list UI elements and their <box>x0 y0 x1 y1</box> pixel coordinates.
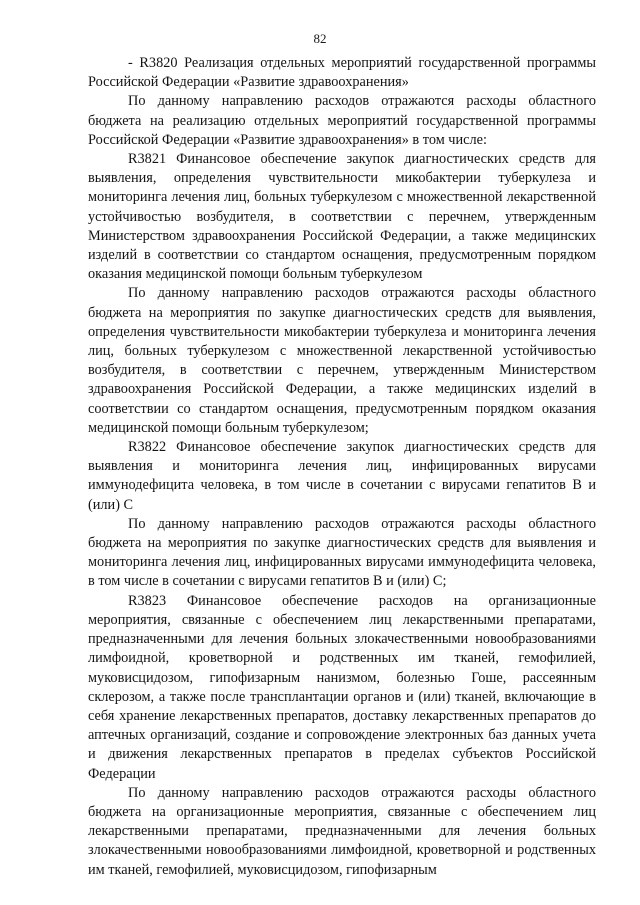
page-number: 82 <box>313 31 327 46</box>
paragraph-r3823-description: По данному направлению расходов отражаются расходы областного бюджета на организационные мероприятия, связанные с обеспечением лиц лекарственными препаратами, предназначенными для лечения больных злокачественными новообразованиями лимфоидной, кроветворной и родственных им тканей, гемофилией, муковисцидозом, гипофизарным <box>88 784 596 878</box>
paragraph-r3822-title: R3822 Финансовое обеспечение закупок диагностических средств для выявления и мониторинга лечения лиц, инфицированных вирусами иммунодефицита человека, в том числе в сочетании с вирусами гепатитов B и (или) C <box>88 439 596 513</box>
document-body <box>88 54 596 880</box>
paragraph-r3823-title: R3823 Финансовое обеспечение расходов на организационные мероприятия, связанные с обеспечением лиц лекарственными препаратами, предназначенными для лечения больных злокачественными новообразованиями лимфоидной, кроветворной и родственных им тканей, гемофилией, муковисцидозом, гипофизарным нанизмом, болезнью Гоше, рассеянным склерозом, а также после трансплантации органов и (или) тканей, включающие в себя хранение лекарственных препаратов, доставку лекарственных препаратов до аптечных организаций, создание и сопровождение электронных баз данных учета и движения лекарственных препаратов в пределах субъектов Российской Федерации <box>88 592 596 782</box>
paragraph-r3821-description: По данному направлению расходов отражаются расходы областного бюджета на мероприятия по закупке диагностических средств для выявления, определения чувствительности микобактерии туберкулеза и мониторинга лечения лиц, больных туберкулезом с множественной лекарственной устойчивостью возбудителя, в соответствии с перечнем, утвержденным Министерством здравоохранения Российской Федерации, а также медицинских изделий в соответствии со стандартом оснащения, предусмотренным порядком оказания медицинской помощи больным туберкулезом; <box>88 285 596 436</box>
paragraph-r3820-title: - R3820 Реализация отдельных мероприятий государственной программы Российской Федерации «Развитие здравоохранения» <box>88 55 596 91</box>
paragraph-r3822-description: По данному направлению расходов отражаются расходы областного бюджета на мероприятия по закупке диагностических средств для выявления и мониторинга лечения лиц, инфицированных вирусами иммунодефицита человека, в том числе в сочетании с вирусами гепатитов B и (или) C; <box>88 515 596 590</box>
paragraph-r3820-description: По данному направлению расходов отражаются расходы областного бюджета на реализацию отдельных мероприятий государственной программы Российской Федерации «Развитие здравоохранения» в том числе: <box>88 93 596 148</box>
paragraph-r3821-title: R3821 Финансовое обеспечение закупок диагностических средств для выявления, определения чувствительности микобактерии туберкулеза и мониторинга лечения лиц, больных туберкулезом с множественной лекарственной устойчивостью возбудителя, в соответствии с перечнем, утвержденным Министерством здравоохранения Российской Федерации, а также медицинских изделий в соответствии со стандартом оснащения, предусмотренным порядком оказания медицинской помощи больным туберкулезом <box>88 151 596 283</box>
